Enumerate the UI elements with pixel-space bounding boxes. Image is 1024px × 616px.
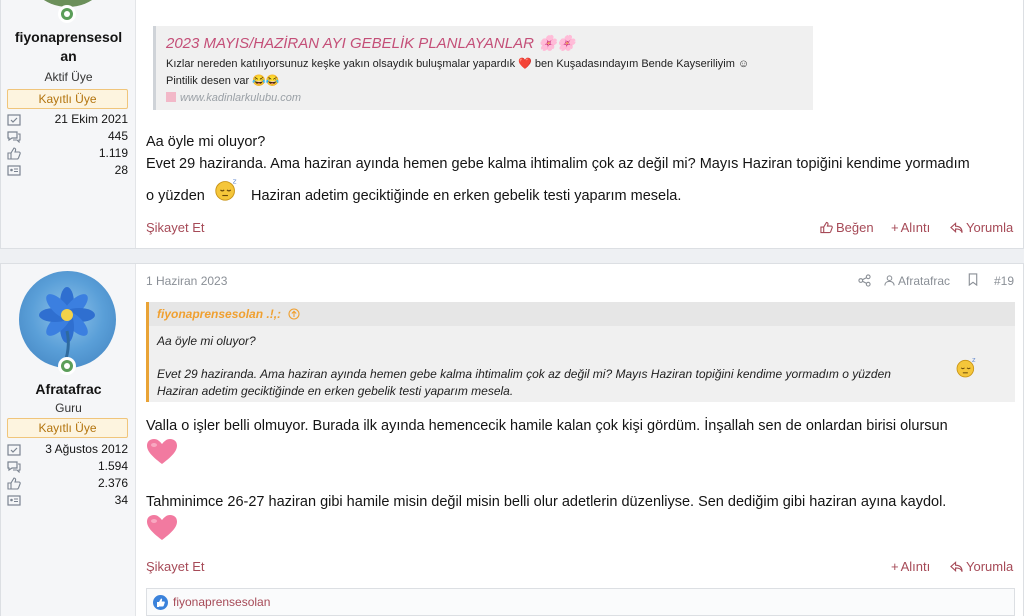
report-button[interactable]: Şikayet Et <box>146 220 205 235</box>
bookmark-icon[interactable] <box>968 273 978 286</box>
avatar[interactable] <box>19 271 116 368</box>
post-text-line: o yüzden <box>146 188 205 204</box>
stat-points: 28 <box>7 162 128 179</box>
link-logo-icon <box>166 92 176 102</box>
plus-icon: + <box>891 220 899 235</box>
post-text-line: Evet 29 haziranda. Ama haziran ayında hemen gebe kalma ihtimalim çok az değil mi? Mayıs Haziran topiğini kendime yormadım <box>146 156 970 172</box>
thumbs-up-icon <box>7 147 21 160</box>
calendar-icon <box>7 443 21 456</box>
user-title: Guru <box>55 401 82 415</box>
user-stats <box>7 111 128 179</box>
share-icon[interactable] <box>858 274 871 287</box>
quote-header[interactable] <box>149 302 1015 326</box>
user-stats <box>7 441 128 509</box>
post-text-line: Valla o işler belli olmuyor. Burada ilk ayında hemencecik hamile kalan çok kişi gördüm. İnşallah sen de onlardan birisi olursun <box>146 418 948 434</box>
messages-icon <box>7 130 21 143</box>
reply-button[interactable]: Yorumla <box>950 559 1013 574</box>
stat-messages: 1.594 <box>7 458 128 475</box>
report-button[interactable]: Şikayet Et <box>146 559 205 574</box>
svg-text:z: z <box>232 176 237 186</box>
stat-joined: 21 Ekim 2021 <box>7 111 128 128</box>
messages-icon <box>7 460 21 473</box>
username[interactable]: fiyonaprensesol an <box>14 29 123 64</box>
post-18 <box>0 0 1024 249</box>
like-reaction-icon <box>153 595 168 610</box>
post-text-line: Aa öyle mi oluyor? <box>146 134 266 150</box>
blue-flower-image <box>19 271 116 368</box>
calendar-icon <box>7 113 21 126</box>
stat-messages: 445 <box>7 128 128 145</box>
reactions-bar[interactable] <box>146 588 1015 616</box>
quote-button[interactable]: + Alıntı <box>891 559 931 574</box>
quote-text: Haziran adetim geciktiğinde en erken gebelik testi yaparım mesela. <box>157 384 514 398</box>
quote-button[interactable]: + Alıntı <box>891 220 931 235</box>
reply-icon <box>950 222 963 234</box>
reaction-user[interactable]: fiyonaprensesolan <box>173 595 271 609</box>
svg-text:z: z <box>972 356 976 364</box>
arrow-up-circle-icon[interactable] <box>288 308 300 320</box>
link-preview[interactable] <box>153 26 813 110</box>
user-icon <box>884 275 895 286</box>
like-button[interactable]: Beğen <box>820 220 874 235</box>
stat-points: 34 <box>7 492 128 509</box>
post-author-sidebar <box>1 264 136 616</box>
thumbs-up-icon <box>7 477 21 490</box>
user-title: Aktif Üye <box>44 70 93 84</box>
stat-joined: 3 Ağustos 2012 <box>7 441 128 458</box>
user-banner: Kayıtlı Üye <box>7 89 128 109</box>
reply-icon <box>950 561 963 573</box>
id-card-icon <box>7 494 21 507</box>
post-date[interactable]: 1 Haziran 2023 <box>146 274 228 288</box>
quote-author[interactable]: fiyonaprensesolan .!,: <box>157 307 300 321</box>
plus-icon: + <box>891 559 899 574</box>
quote-text: Evet 29 haziranda. Ama haziran ayında hemen gebe kalma ihtimalim çok az değil mi? Mayıs Haziran topiğini kendime yormadım o yüzden <box>157 367 891 381</box>
heart-emoji-icon <box>146 514 178 542</box>
thumbs-up-icon <box>820 221 833 234</box>
link-preview-title[interactable]: 2023 MAYIS/HAZİRAN AYI GEBELİK PLANLAYANLAR 🌸🌸 <box>166 35 576 52</box>
post-text-line: Tahminimce 26-27 haziran gibi hamile misin değil misin belli olur adetlerin düzenliyse. Sen dediğim gibi haziran ayına kaydol. <box>146 494 947 510</box>
sleepy-emoji-icon <box>210 175 244 203</box>
heart-emoji-icon <box>146 438 178 466</box>
stat-reactions: 2.376 <box>7 475 128 492</box>
stat-reactions: 1.119 <box>7 145 128 162</box>
online-status-icon <box>58 357 76 375</box>
link-preview-text: Kızlar nereden katılıyorsunuz keşke yakın olsaydık buluşmalar yapardık ❤️ ben Kuşadasındayım Bende Kayseriliyim ☺ <box>166 58 750 70</box>
id-card-icon <box>7 164 21 177</box>
link-preview-url[interactable]: www.kadinlarkulubu.com <box>166 92 301 104</box>
quote-block <box>146 302 1015 402</box>
post-number[interactable]: #19 <box>994 274 1015 288</box>
online-status-icon <box>58 5 76 23</box>
sleepy-emoji-icon <box>952 354 982 380</box>
post-content <box>137 0 1023 248</box>
post-author-link[interactable]: Afratafrac <box>884 274 950 288</box>
post-text-line: Haziran adetim geciktiğinde en erken gebelik testi yaparım mesela. <box>251 188 682 204</box>
reply-button[interactable]: Yorumla <box>950 220 1013 235</box>
post-19 <box>0 263 1024 616</box>
link-preview-text-2: Pintilik desen var 😂😂 <box>166 75 280 87</box>
post-author-sidebar <box>1 0 136 248</box>
user-banner: Kayıtlı Üye <box>7 418 128 438</box>
quote-text: Aa öyle mi oluyor? <box>157 334 256 348</box>
username[interactable]: Afratafrac <box>35 381 102 397</box>
post-content <box>137 264 1023 616</box>
